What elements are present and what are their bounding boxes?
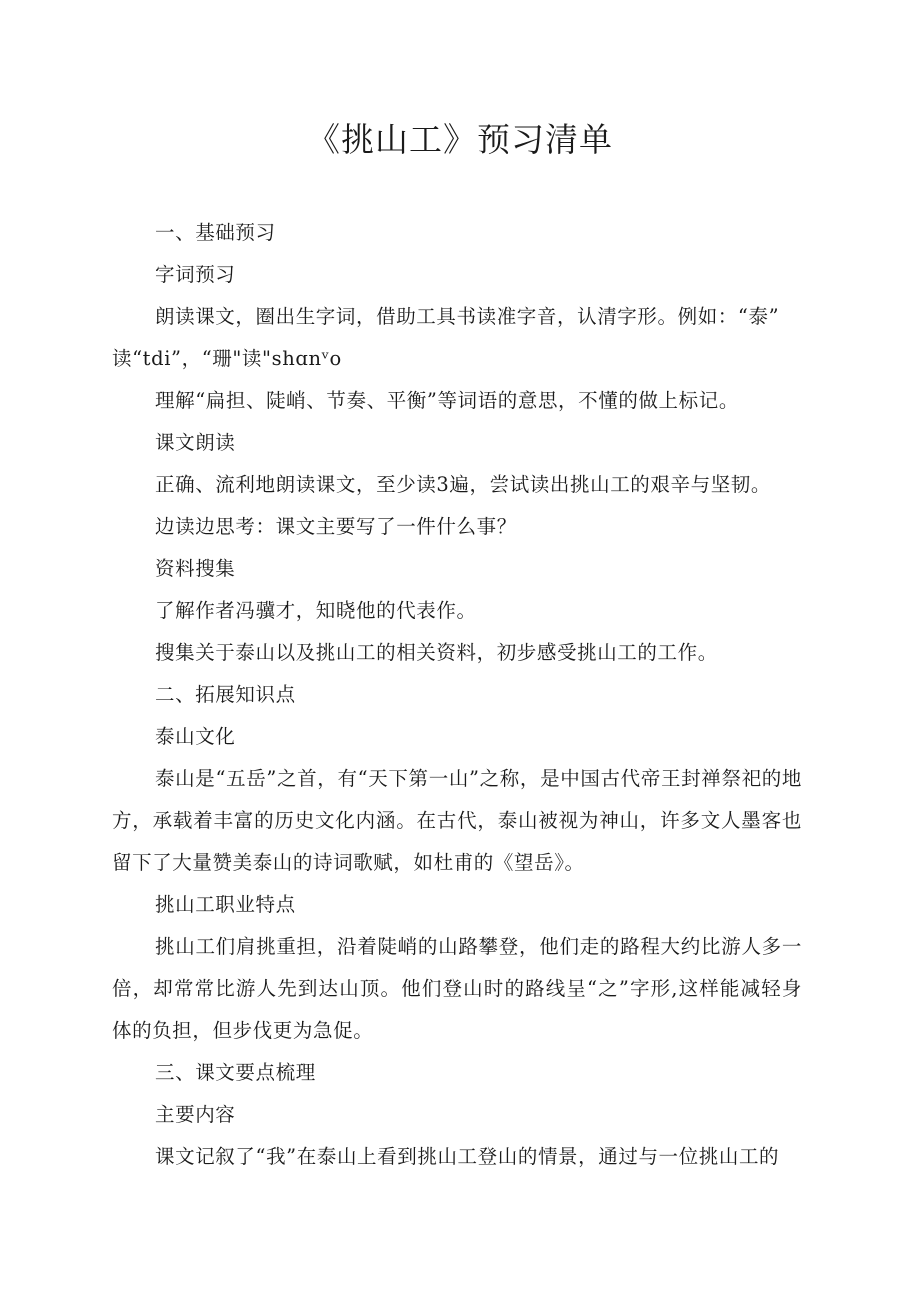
page-title: 《挑山工》预习清单 — [307, 120, 613, 159]
subheading-vocabulary: 字词预习 — [155, 263, 236, 286]
section-heading-key-points: 三、课文要点梳理 — [155, 1061, 316, 1084]
subheading-reading: 课文朗读 — [155, 431, 236, 454]
paragraph: 挑山工们肩挑重担，沿着陡峭的山路攀登，他们走的路程大约比游人多一倍，却常常比游人先到达山顶。他们登山时的路线呈“之”字形,这样能减轻身体的负担，但步伐更为急促。 — [112, 935, 802, 1042]
paragraph: 边读边思考：课文主要写了一件什么事？ — [155, 515, 517, 538]
paragraph: 搜集关于泰山以及挑山工的相关资料，初步感受挑山工的工作。 — [155, 641, 718, 664]
subheading-taishan-culture: 泰山文化 — [155, 725, 236, 748]
paragraph: 正确、流利地朗读课文，至少读3遍，尝试读出挑山工的艰辛与坚韧。 — [155, 473, 772, 496]
subheading-main-content: 主要内容 — [155, 1103, 236, 1126]
paragraph-line: 读“tdi”，“珊"读"shɑnᵛo — [112, 347, 342, 370]
paragraph-line: 朗读课文，圈出生字词，借助工具书读准字音，认清字形。例如：“泰” — [155, 305, 780, 328]
subheading-porter-traits: 挑山工职业特点 — [155, 893, 296, 916]
section-heading-basic-preview: 一、基础预习 — [155, 221, 276, 244]
subheading-research: 资料搜集 — [155, 557, 236, 580]
paragraph: 了解作者冯骥才，知晓他的代表作。 — [155, 599, 477, 622]
paragraph: 理解“扁担、陡峭、节奏、平衡”等词语的意思，不懂的做上标记。 — [155, 389, 739, 412]
paragraph: 课文记叙了“我”在泰山上看到挑山工登山的情景，通过与一位挑山工的 — [155, 1145, 780, 1168]
paragraph: 泰山是“五岳”之首，有“天下第一山”之称，是中国古代帝王封禅祭祀的地方，承载着丰富的历史文化内涵。在古代，泰山被视为神山，许多文人墨客也留下了大量赞美泰山的诗词歌赋，如杜甫的《望岳》。 — [112, 767, 802, 874]
document-body — [112, 212, 802, 1178]
section-heading-extension: 二、拓展知识点 — [155, 683, 296, 706]
